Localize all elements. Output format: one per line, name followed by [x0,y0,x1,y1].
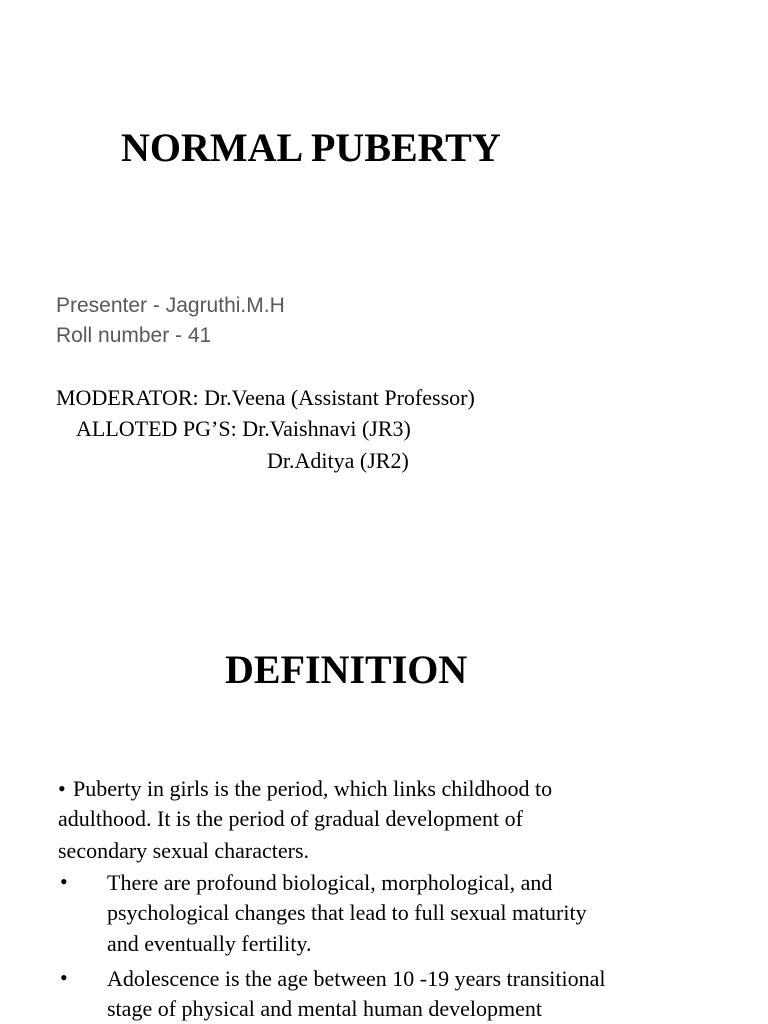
moderator-line: MODERATOR: Dr.Veena (Assistant Professor) [56,385,475,410]
bullet-line: Adolescence is the age between 10 -19 years transitional [107,966,606,991]
intro-line: adulthood. It is the period of gradual development of [58,806,523,831]
intro-line: secondary sexual characters. [58,838,310,863]
intro-line: Puberty in girls is the period, which links childhood to [73,776,553,801]
definition-heading: DEFINITION [225,647,468,692]
roll-number: Roll number - 41 [56,324,212,347]
presenter-name: Presenter - Jagruthi.M.H [56,294,285,317]
bullet-line: psychological changes that lead to full sexual maturity [107,900,587,925]
alloted-pgs-line: ALLOTED PG’S: Dr.Vaishnavi (JR3) [76,416,411,441]
intro-bullet-marker: • [58,776,66,801]
bullet-line: and eventually fertility. [107,931,312,956]
alloted-pgs-line-2: Dr.Aditya (JR2) [267,448,409,473]
slide-title: NORMAL PUBERTY [121,125,501,170]
bullet-marker: • [60,869,68,894]
bullet-marker: • [60,965,68,990]
bullet-line: stage of physical and mental human development [107,996,542,1021]
bullet-line: There are profound biological, morphological, and [107,870,553,895]
